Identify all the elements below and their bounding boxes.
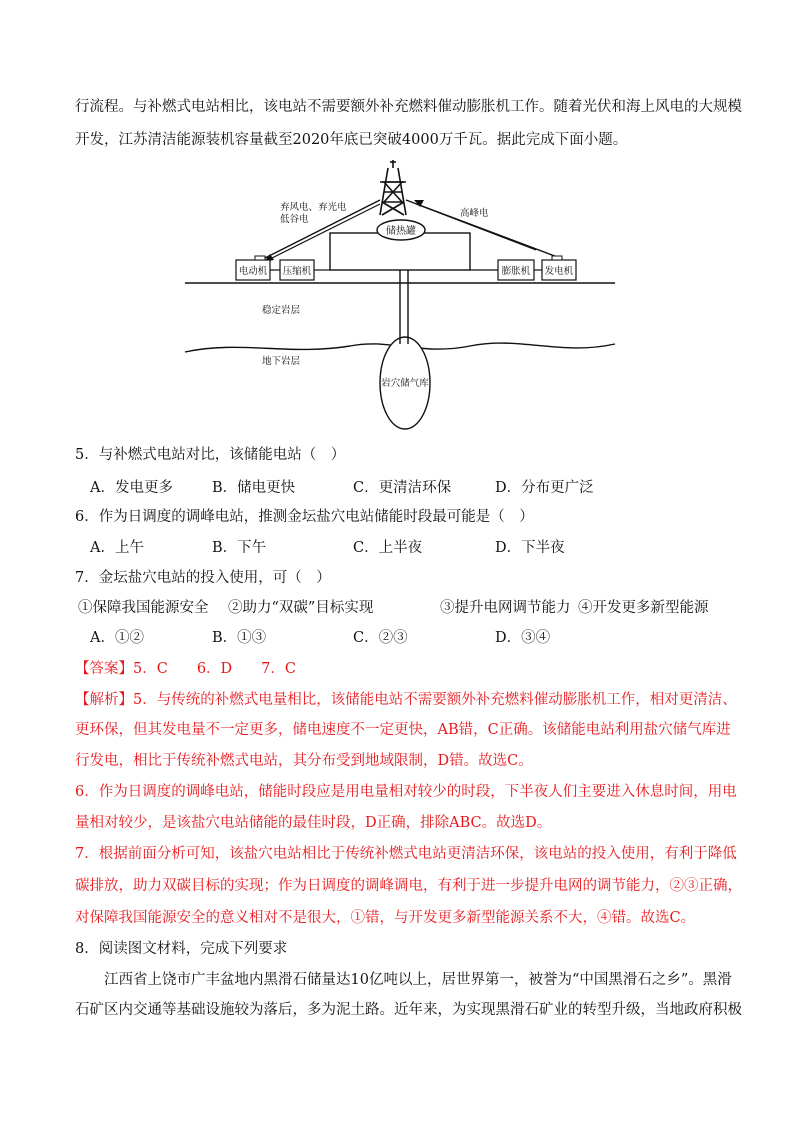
expander-label: 膨胀机 xyxy=(501,266,531,277)
q7-statement-1: ①保障我国能源安全 xyxy=(78,600,209,616)
motor-label: 电动机 xyxy=(238,266,268,277)
q5-option-a: A．发电更多 xyxy=(90,480,173,496)
stable-rock-label: 稳定岩层 xyxy=(262,305,301,316)
q6-option-c: C．上半夜 xyxy=(353,540,423,556)
analysis-line-7: 碳排放，助力双碳目标的实现；作为日调度的调峰调电，有利于进一步提升电网的调节能力，②③正确， xyxy=(75,878,742,894)
q7-statement-4: ④开发更多新型能源 xyxy=(578,600,709,616)
q6-option-d: D．下半夜 xyxy=(495,540,565,556)
tank-label: 储热罐 xyxy=(386,226,416,237)
analysis-line-1: 【解析】5．与传统的补燃式电量相比，该储能电站不需要额外补充燃料催动膨胀机工作，相对更清洁、 xyxy=(75,692,737,708)
q6-option-a: A．上午 xyxy=(90,540,144,556)
power-station-diagram xyxy=(180,160,620,435)
q5-option-b: B．储电更快 xyxy=(212,480,296,496)
q7-option-b: B．①③ xyxy=(212,630,267,646)
generator-label: 发电机 xyxy=(544,266,574,277)
compressor-label: 压缩机 xyxy=(282,266,312,277)
q6-option-b: B．下午 xyxy=(212,540,267,556)
analysis-line-5: 量相对较少，是该盐穴电站储能的最佳时段，D正确，排除ABC。故选D。 xyxy=(75,815,552,831)
question-5-stem: 5．与补燃式电站对比，该储能电站（ ） xyxy=(75,447,346,463)
cavern-label: 岩穴储气库 xyxy=(381,378,429,389)
intro-line-1: 行流程。与补燃式电站相比，该电站不需要额外补充燃料催动膨胀机工作。随着光伏和海上风电的大规模 xyxy=(75,99,742,115)
question-8-stem: 8．阅读图文材料，完成下列要求 xyxy=(75,941,288,957)
q7-option-a: A．①② xyxy=(90,630,144,646)
label-left: 弃风电、弃光电 xyxy=(280,202,347,213)
question-8-para-2: 石矿区内交通等基础设施较为落后，多为泥土路。近年来，为实现黑滑石矿业的转型升级，当地政府积极 xyxy=(75,1002,742,1018)
q7-statement-2: ②助力“双碳”目标实现 xyxy=(228,600,374,616)
question-7-stem: 7．金坛盐穴电站的投入使用，可（ ） xyxy=(75,570,331,586)
analysis-line-6: 7．根据前面分析可知，该盐穴电站相比于传统补燃式电站更清洁环保，该电站的投入使用，有利于降低 xyxy=(75,846,737,862)
q5-option-c: C．更清洁环保 xyxy=(353,480,452,496)
analysis-line-3: 行发电，相比于传统补燃式电站，其分布受到地域限制，D错。故选C。 xyxy=(75,753,533,769)
answer-line: 【答案】5．C 6．D 7．C xyxy=(75,661,296,677)
q7-option-c: C．②③ xyxy=(353,630,408,646)
label-left-2: 低谷电 xyxy=(280,214,309,225)
analysis-line-4: 6．作为日调度的调峰电站，储能时段应是用电量相对较少的时段，下半夜人们主要进入休息时间，用电 xyxy=(75,784,737,800)
question-6-stem: 6．作为日调度的调峰电站，推测金坛盐穴电站储能时段最可能是（ ） xyxy=(75,509,534,525)
q5-option-d: D．分布更广泛 xyxy=(495,480,594,496)
analysis-line-2: 更环保，但其发电量不一定更多，储电速度不一定更快，AB错，C正确。该储能电站利用盐穴储气库进 xyxy=(75,722,731,738)
question-8-para-1: 江西省上饶市广丰盆地内黑滑石储量达10亿吨以上，居世界第一，被誉为“中国黑滑石之乡”。黑滑 xyxy=(75,972,732,988)
label-right: 高峰电 xyxy=(460,208,489,219)
q7-statement-3: ③提升电网调节能力 xyxy=(440,600,571,616)
intro-line-2: 开发，江苏清洁能源装机容量截至2020年底已突破4000万千瓦。据此完成下面小题。 xyxy=(75,132,628,148)
underground-rock-label: 地下岩层 xyxy=(262,356,301,367)
q7-option-d: D．③④ xyxy=(495,630,551,646)
analysis-line-8: 对保障我国能源安全的意义相对不是很大，①错，与开发更多新型能源关系不大，④错。故选C。 xyxy=(75,910,696,926)
transmission-tower-icon xyxy=(380,160,406,215)
